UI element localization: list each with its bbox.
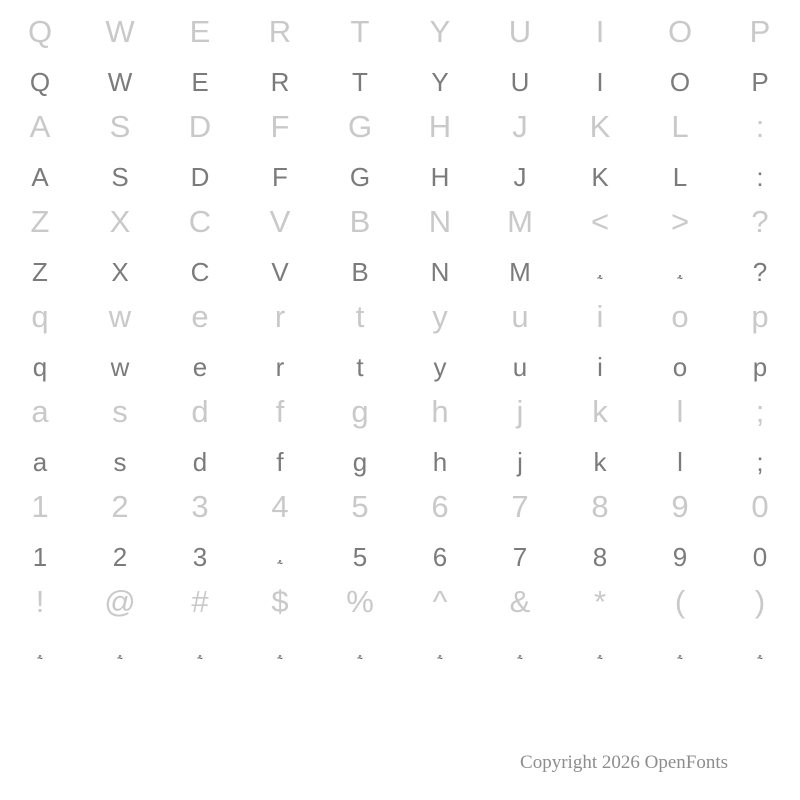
notdef-icon: ⸛: [276, 558, 284, 570]
glyph-cell: d: [192, 447, 208, 477]
glyph-cell: 7: [511, 489, 529, 524]
glyph-cell: O: [667, 14, 693, 49]
row-digits-sample: [0, 522, 800, 570]
glyph-cell: %: [346, 584, 374, 619]
glyph-cell: F: [272, 162, 288, 192]
glyph-cell: p: [751, 299, 769, 334]
row-asdfghjkl-lower-reference: [0, 380, 800, 427]
glyph-cell: p: [752, 352, 768, 382]
glyph-cell: Y: [431, 67, 449, 97]
notdef-glyph-cell: [320, 617, 400, 665]
glyph-cell: f: [275, 394, 285, 429]
glyph-cell: 5: [351, 489, 369, 524]
notdef-icon: ⸛: [116, 653, 124, 665]
glyph-cell: l: [677, 447, 683, 477]
glyph-cell: a: [32, 447, 48, 477]
glyph-cell: H: [428, 109, 452, 144]
glyph-cell: G: [349, 162, 371, 192]
glyph-cell: D: [190, 162, 210, 192]
glyph-cell: 8: [591, 489, 609, 524]
glyph-cell: I: [595, 14, 605, 49]
glyph-cell: 1: [31, 489, 49, 524]
glyph-cell: C: [190, 257, 210, 287]
glyph-cell: w: [108, 299, 132, 334]
notdef-icon: ⸛: [676, 653, 684, 665]
row-asdfghjkl-lower-sample: [0, 427, 800, 475]
row-digits-reference: [0, 475, 800, 522]
row-qwertyuiop-sample: [0, 47, 800, 95]
glyph-cell: H: [430, 162, 450, 192]
glyph-cell: E: [191, 67, 209, 97]
glyph-cell: 9: [672, 542, 688, 572]
glyph-cell: y: [433, 352, 447, 382]
glyph-cell: ;: [756, 447, 764, 477]
glyph-cell: :: [756, 162, 764, 192]
glyph-cell: J: [513, 162, 527, 192]
notdef-glyph-cell: [80, 617, 160, 665]
row-symbols-reference: [0, 570, 800, 617]
glyph-cell: f: [276, 447, 284, 477]
glyph-cell: C: [188, 204, 212, 239]
glyph-cell: y: [432, 299, 448, 334]
notdef-glyph-cell: [480, 617, 560, 665]
glyph-cell: K: [591, 162, 609, 192]
notdef-glyph-cell: [160, 617, 240, 665]
glyph-cell: !: [35, 584, 45, 619]
glyph-cell: X: [111, 257, 129, 287]
glyph-cell: B: [351, 257, 369, 287]
glyph-cell: L: [671, 109, 689, 144]
glyph-cell: N: [428, 204, 452, 239]
notdef-icon: ⸛: [196, 653, 204, 665]
glyph-cell: Q: [27, 14, 53, 49]
glyph-cell: R: [270, 67, 290, 97]
glyph-cell: #: [191, 584, 209, 619]
glyph-cell: Z: [32, 257, 48, 287]
glyph-cell: $: [271, 584, 289, 619]
glyph-cell: J: [512, 109, 528, 144]
glyph-cell: a: [31, 394, 49, 429]
notdef-icon: ⸛: [36, 653, 44, 665]
glyph-cell: o: [671, 299, 689, 334]
glyph-cell: 0: [751, 489, 769, 524]
glyph-cell: s: [112, 394, 128, 429]
glyph-cell: 6: [432, 542, 448, 572]
glyph-cell: ;: [755, 394, 765, 429]
glyph-cell: q: [32, 352, 48, 382]
glyph-cell: B: [349, 204, 371, 239]
glyph-cell: L: [672, 162, 688, 192]
notdef-icon: ⸛: [676, 273, 684, 285]
glyph-cell: N: [430, 257, 450, 287]
glyph-cell: q: [31, 299, 49, 334]
notdef-glyph-cell: [0, 617, 80, 665]
glyph-cell: *: [593, 584, 607, 619]
glyph-cell: I: [596, 67, 604, 97]
glyph-cell: 9: [671, 489, 689, 524]
glyph-cell: V: [269, 204, 291, 239]
glyph-cell: T: [352, 67, 368, 97]
glyph-cell: ?: [752, 257, 768, 287]
glyph-cell: t: [355, 299, 365, 334]
glyph-cell: 0: [752, 542, 768, 572]
glyph-cell: 6: [431, 489, 449, 524]
glyph-cell: P: [749, 14, 771, 49]
glyph-cell: j: [517, 447, 523, 477]
glyph-cell: S: [111, 162, 129, 192]
glyph-cell: Z: [30, 204, 50, 239]
glyph-cell: U: [508, 14, 532, 49]
glyph-cell: ?: [751, 204, 769, 239]
glyph-cell: d: [191, 394, 209, 429]
glyph-cell: >: [670, 204, 690, 239]
notdef-glyph-cell: [720, 617, 800, 665]
glyph-cell: 4: [271, 489, 289, 524]
glyph-cell: F: [270, 109, 290, 144]
glyph-cell: Q: [29, 67, 51, 97]
glyph-cell: 7: [512, 542, 528, 572]
glyph-cell: h: [432, 447, 448, 477]
glyph-cell: K: [589, 109, 611, 144]
row-zxcvbnm-sample: [0, 237, 800, 285]
glyph-cell: e: [192, 352, 208, 382]
glyph-cell: 8: [592, 542, 608, 572]
glyph-cell: g: [351, 394, 369, 429]
notdef-glyph-cell: [240, 617, 320, 665]
glyph-cell: (: [674, 584, 686, 619]
glyph-cell: P: [751, 67, 769, 97]
row-qwertyuiop-lower-reference: [0, 285, 800, 332]
notdef-icon: ⸛: [276, 653, 284, 665]
glyph-cell: 2: [111, 489, 129, 524]
glyph-cell: u: [512, 352, 528, 382]
glyph-cell: W: [107, 67, 133, 97]
glyph-cell: M: [509, 257, 531, 287]
row-qwertyuiop-lower-sample: [0, 332, 800, 380]
glyph-cell: 3: [192, 542, 208, 572]
glyph-cell: R: [268, 14, 292, 49]
notdef-glyph-cell: [560, 617, 640, 665]
glyph-cell: @: [104, 584, 136, 619]
glyph-cell: M: [507, 204, 533, 239]
row-asdfghjkl-sample: [0, 142, 800, 190]
glyph-cell: 2: [112, 542, 128, 572]
glyph-cell: G: [347, 109, 373, 144]
glyph-cell: :: [755, 109, 765, 144]
notdef-glyph-cell: [640, 237, 720, 285]
notdef-glyph-cell: [560, 237, 640, 285]
glyph-cell: A: [31, 162, 49, 192]
glyph-cell: k: [593, 447, 607, 477]
glyph-cell: &: [509, 584, 531, 619]
notdef-icon: ⸛: [516, 653, 524, 665]
glyph-cell: o: [672, 352, 688, 382]
glyph-cell: V: [271, 257, 289, 287]
glyph-cell: X: [109, 204, 131, 239]
notdef-glyph-cell: [640, 617, 720, 665]
glyph-cell: E: [189, 14, 211, 49]
row-zxcvbnm-reference: [0, 190, 800, 237]
glyph-cell: e: [191, 299, 209, 334]
glyph-cell: k: [592, 394, 608, 429]
notdef-icon: ⸛: [596, 653, 604, 665]
glyph-cell: ): [754, 584, 766, 619]
glyph-cell: r: [274, 299, 286, 334]
glyph-cell: w: [110, 352, 130, 382]
glyph-cell: t: [356, 352, 364, 382]
row-symbols-sample: [0, 617, 800, 665]
glyph-cell: <: [590, 204, 610, 239]
notdef-icon: ⸛: [596, 273, 604, 285]
notdef-icon: ⸛: [436, 653, 444, 665]
glyph-cell: u: [511, 299, 529, 334]
glyph-cell: l: [676, 394, 684, 429]
glyph-cell: U: [510, 67, 530, 97]
glyph-cell: O: [669, 67, 691, 97]
notdef-glyph-cell: [400, 617, 480, 665]
row-asdfghjkl-reference: [0, 95, 800, 142]
glyph-cell: D: [188, 109, 212, 144]
glyph-cell: ^: [432, 584, 448, 619]
notdef-icon: ⸛: [356, 653, 364, 665]
glyph-cell: 3: [191, 489, 209, 524]
glyph-cell: r: [275, 352, 285, 382]
glyph-cell: 5: [352, 542, 368, 572]
glyph-cell: s: [113, 447, 127, 477]
notdef-icon: ⸛: [756, 653, 764, 665]
glyph-cell: i: [596, 299, 604, 334]
glyph-cell: Y: [429, 14, 451, 49]
glyph-cell: j: [516, 394, 524, 429]
glyph-cell: i: [597, 352, 603, 382]
glyph-cell: h: [431, 394, 449, 429]
glyph-cell: g: [352, 447, 368, 477]
glyph-cell: A: [29, 109, 51, 144]
glyph-cell: W: [105, 14, 135, 49]
notdef-glyph-cell: [240, 522, 320, 570]
copyright-notice: Copyright 2026 OpenFonts: [520, 752, 728, 773]
glyph-cell: T: [350, 14, 370, 49]
glyph-cell: S: [109, 109, 131, 144]
row-qwertyuiop-reference: [0, 0, 800, 47]
glyph-cell: 1: [32, 542, 48, 572]
